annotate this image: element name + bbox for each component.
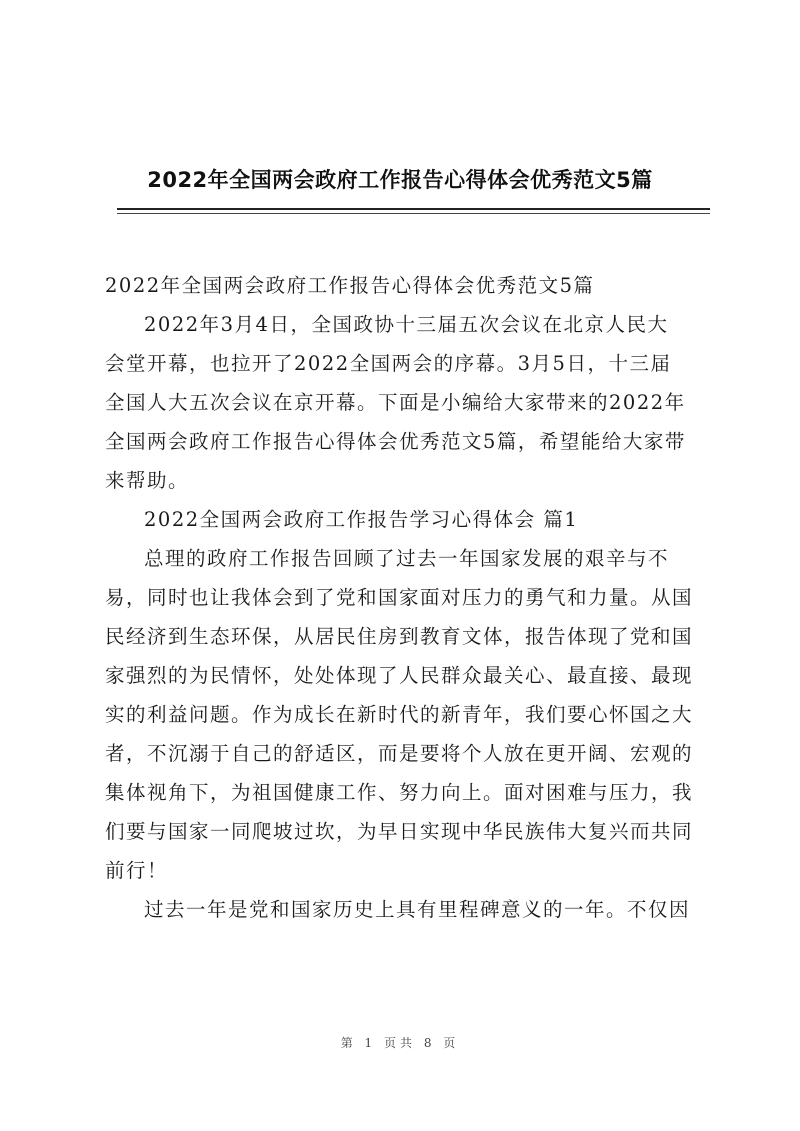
body-paragraph: [105, 890, 710, 929]
text-line: 总理的政府工作报告回顾了过去一年国家发展的艰辛与不: [144, 547, 670, 570]
title-underline-thin: [117, 213, 710, 214]
intro-paragraph: [105, 305, 710, 500]
body-paragraph: [105, 539, 710, 890]
document-body: [105, 266, 710, 929]
text-line: 者，不沉溺于自己的舒适区，而是要将个人放在更开阔、宏观的: [105, 742, 694, 765]
text-line: 2022年全国两会政府工作报告心得体会优秀范文5篇: [105, 274, 595, 297]
text-line: 民经济到生态环保，从居民住房到教育文体，报告体现了党和国: [105, 625, 694, 648]
title-underline-thick: [117, 208, 710, 210]
text-line: 2022全国两会政府工作报告学习心得体会 篇1: [144, 508, 579, 531]
text-line: 实的利益问题。作为成长在新时代的新青年，我们要心怀国之大: [105, 703, 694, 726]
text-line: 会堂开幕，也拉开了2022全国两会的序幕。3月5日，十三届: [105, 352, 672, 375]
text-line: 来帮助。: [105, 469, 190, 492]
body-heading: [105, 266, 710, 305]
text-line: 2022年3月4日，全国政协十三届五次会议在北京人民大: [144, 313, 669, 336]
text-line: 过去一年是党和国家历史上具有里程碑意义的一年。不仅因: [144, 898, 691, 921]
text-line: 易，同时也让我体会到了党和国家面对压力的勇气和力量。从国: [105, 586, 694, 609]
page-footer: 第 1 页共 8 页: [340, 1036, 460, 1050]
text-line: 家强烈的为民情怀，处处体现了人民群众最关心、最直接、最现: [105, 664, 694, 687]
document-title: 2022年全国两会政府工作报告心得体会优秀范文5篇: [147, 168, 653, 192]
text-line: 前行！: [105, 859, 169, 882]
text-line: 集体视角下，为祖国健康工作、努力向上。面对困难与压力，我: [105, 781, 694, 804]
text-line: 们要与国家一同爬坡过坎，为早日实现中华民族伟大复兴而共同: [105, 820, 694, 843]
text-line: 全国两会政府工作报告心得体会优秀范文5篇，希望能给大家带: [105, 430, 686, 453]
section-heading: [105, 500, 710, 539]
text-line: 全国人大五次会议在京开幕。下面是小编给大家带来的2022年: [105, 391, 686, 414]
